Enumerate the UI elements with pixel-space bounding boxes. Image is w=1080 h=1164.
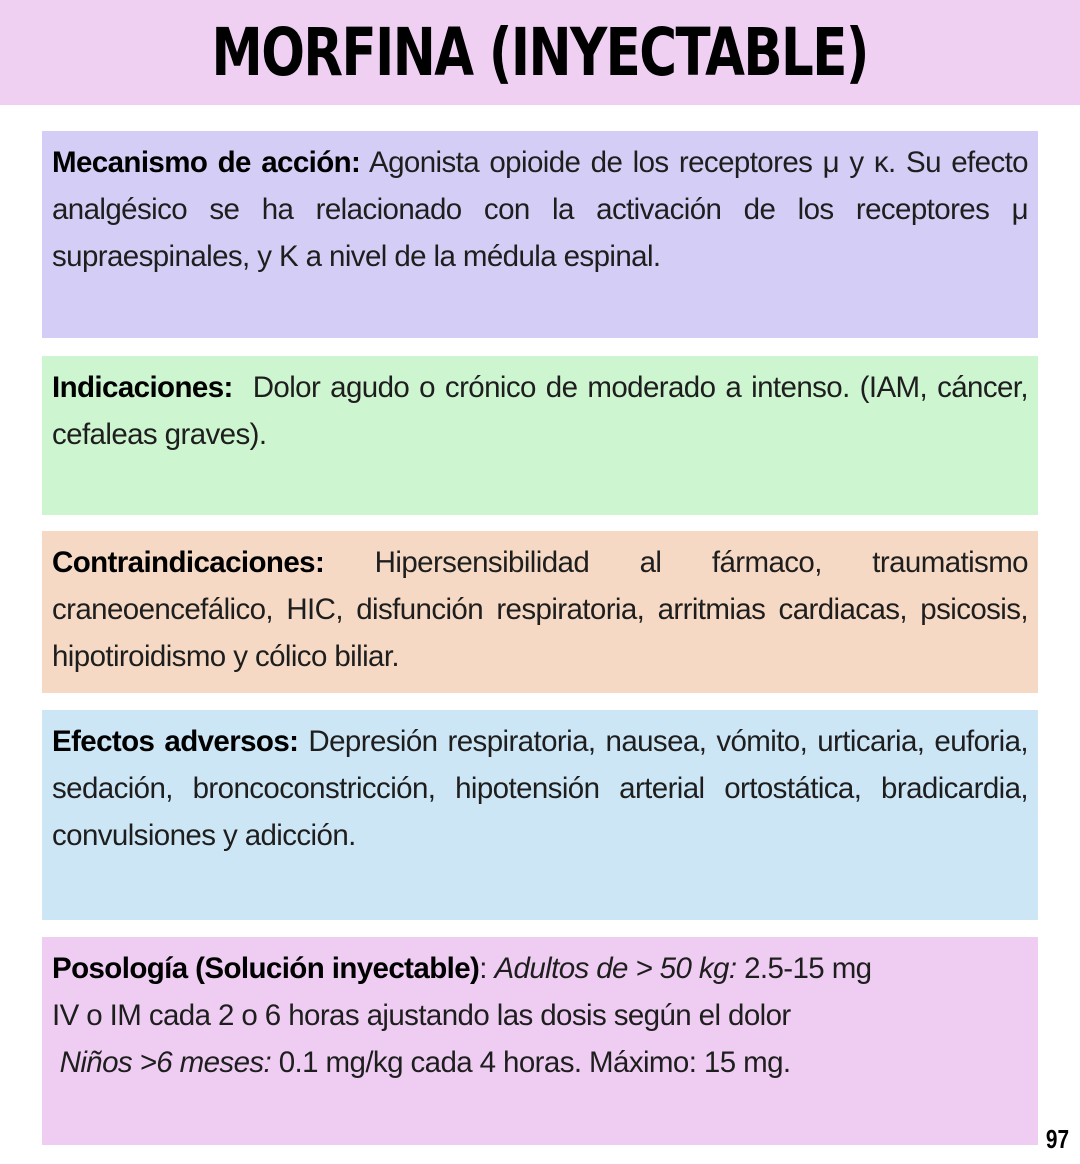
adult-dose: 2.5-15 mg (744, 952, 872, 985)
child-dose: 0.1 mg/kg cada 4 horas. Máximo: 15 mg. (278, 1046, 791, 1079)
section-label: Contraindicaciones: (52, 546, 325, 579)
section-posologia: Posología (Solución inyectable): Adultos de > 50 kg: 2.5-15 mg IV o IM cada 2 o 6 horas ajustando las dosis según el dolor Niños >6 meses: 0.1 mg/kg cada 4 horas. Máximo: 15 mg. (42, 937, 1038, 1145)
page-title: MORFINA (INYECTABLE) (211, 14, 869, 91)
title-band (0, 0, 1080, 105)
section-label: Posología (Solución inyectable) (52, 952, 480, 985)
section-efectos-adversos (42, 710, 1038, 920)
section-indicaciones (42, 356, 1038, 515)
section-text: Agonista opioide de los receptores μ y κ. Su efecto analgésico se ha relacionado con la activación de los receptores μ supraespinales, y K a nivel de la médula espinal. (52, 146, 1028, 273)
section-text: Depresión respiratoria, nausea, vómito, urticaria, euforia, sedación, broncoconstricción, hipotensión arterial ortostática, bradicardia, convulsiones y adicción. (52, 725, 1028, 852)
section-contraindicaciones (42, 531, 1038, 693)
adult-label: Adultos de > 50 kg: (494, 952, 737, 985)
section-label: Mecanismo de acción: (52, 146, 361, 179)
section-mecanismo (42, 131, 1038, 338)
page-number: 97 (1045, 1124, 1070, 1154)
child-label: Niños >6 meses: (59, 1046, 272, 1079)
section-text: Hipersensibilidad al fármaco, traumatismo craneoencefálico, HIC, disfunción respiratoria, arritmias cardiacas, psicosis, hipotiroidismo y cólico biliar. (52, 546, 1028, 673)
section-label: Indicaciones: (52, 371, 233, 404)
section-label: Efectos adversos: (52, 725, 299, 758)
adult-dose-detail: IV o IM cada 2 o 6 horas ajustando las dosis según el dolor (52, 999, 791, 1032)
section-text: Dolor agudo o crónico de moderado a intenso. (IAM, cáncer, cefaleas graves). (52, 371, 1029, 451)
